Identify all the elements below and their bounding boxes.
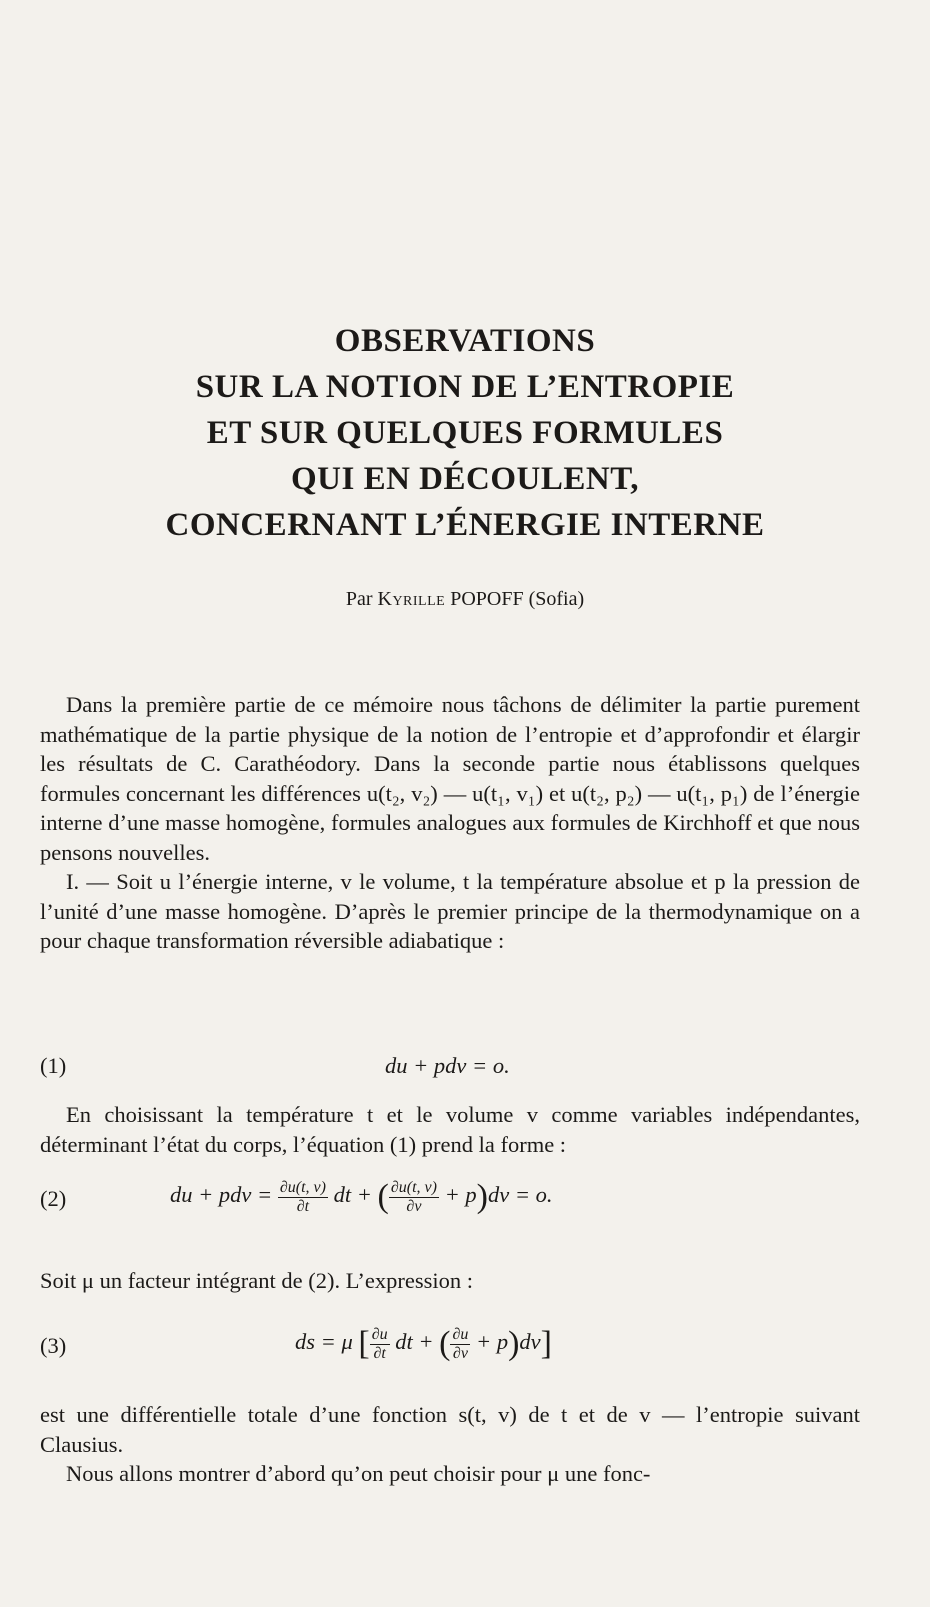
equation-2-fraction-2: $\frac{\partial u(t, v)}{\partial v}$ [390, 1178, 437, 1215]
paragraph-factor: Soit μ un facteur intégrant de (2). L’expression : [40, 1268, 473, 1293]
title-line-2: SUR LA NOTION DE L’ENTROPIE [195, 369, 735, 405]
author-place: (Sofia) [528, 588, 585, 610]
equation-2-lhs: du + pdv = [170, 1182, 273, 1208]
equation-3-tail: + p [476, 1329, 509, 1355]
title-line-1: OBSERVATIONS [334, 323, 596, 359]
equation-2 [40, 1178, 860, 1222]
equation-3-end: dv [519, 1329, 541, 1355]
equation-2-mid: dt + [333, 1182, 372, 1208]
intro-block [40, 690, 860, 956]
equation-1 [40, 1045, 860, 1089]
show-through-background [60, 70, 860, 100]
equation-2-body: du + pdv = $\frac{\partial u(t, v)}{\partial t}$ dt + ( $\frac{\partial u(t, v)}{\partial v}$ + p)dv = o. [170, 1178, 553, 1215]
title-line-3: ET SUR QUELQUES FORMULES [206, 415, 724, 451]
title-line-4: QUI EN DÉCOULENT, [290, 461, 640, 497]
equation-3-lhs: ds = μ [295, 1329, 353, 1355]
paragraph-entropy: est une différentielle totale d’une fonction s(t, v) de t et de v — l’entropie suivant Clausius. [40, 1402, 860, 1457]
equation-3-body: ds = μ [ $\frac{\partial u}{\partial t}$ dt + ( $\frac{\partial u}{\partial v}$ + p)dv] [295, 1325, 552, 1362]
equation-1-expression: du + pdv = o. [385, 1053, 510, 1078]
equation-2-tail: + p [444, 1182, 477, 1208]
paragraph-factor-block [40, 1266, 860, 1296]
author-line [0, 588, 930, 611]
equation-3-number: (3) [40, 1333, 67, 1358]
paper-title [0, 318, 930, 548]
paragraph-variables-block [40, 1100, 860, 1159]
author-last-name: POPOFF [450, 588, 524, 610]
paragraph-variables: En choisissant la température t et le volume v comme variables indépendantes, déterminant l’état du corps, l’équation (1) prend la forme : [40, 1102, 860, 1157]
paragraph-continuation: Nous allons montrer d’abord qu’on peut choisir pour μ une fonc- [66, 1461, 651, 1486]
paragraph-intro: Dans la première partie de ce mémoire nous tâchons de délimiter la partie purement mathématique de la partie physique de la notion de l’entropie et d’approfondir et élargir les résultats de C. Carathéodory. Dans la seconde partie nous établissons quelques formules concernant les différences u(t₂, v₂) — u(t₁, v₁) et u(t₂, p₂) — u(t₁, p₁) de l’énergie interne d’une masse homogène, formules analogues aux formules de Kirchhoff et que nous pensons nouvelles. [40, 692, 860, 865]
author-first-name: Kyrille [377, 588, 446, 610]
equation-2-fraction-1: $\frac{\partial u(t, v)}{\partial t}$ [279, 1178, 326, 1215]
equation-2-number: (2) [40, 1186, 67, 1211]
paragraph-section-1: I. — Soit u l’énergie interne, v le volume, t la température absolue et p la pression de l’unité d’une masse homogène. D’après le premier principe de la thermodynamique on a pour chaque transformation réversible adiabatique : [40, 869, 860, 953]
equation-3-fraction-1: $\frac{\partial u}{\partial t}$ [371, 1325, 388, 1362]
title-line-5: CONCERNANT L’ÉNERGIE INTERNE [165, 507, 765, 543]
equation-2-end: dv = o. [487, 1182, 553, 1208]
equation-3-mid: dt + [395, 1329, 434, 1355]
author-prefix: Par [345, 588, 373, 610]
equation-1-number: (1) [40, 1053, 67, 1078]
closing-block [40, 1400, 860, 1489]
equation-3 [40, 1325, 860, 1369]
equation-3-fraction-2: $\frac{\partial u}{\partial v}$ [452, 1325, 469, 1362]
